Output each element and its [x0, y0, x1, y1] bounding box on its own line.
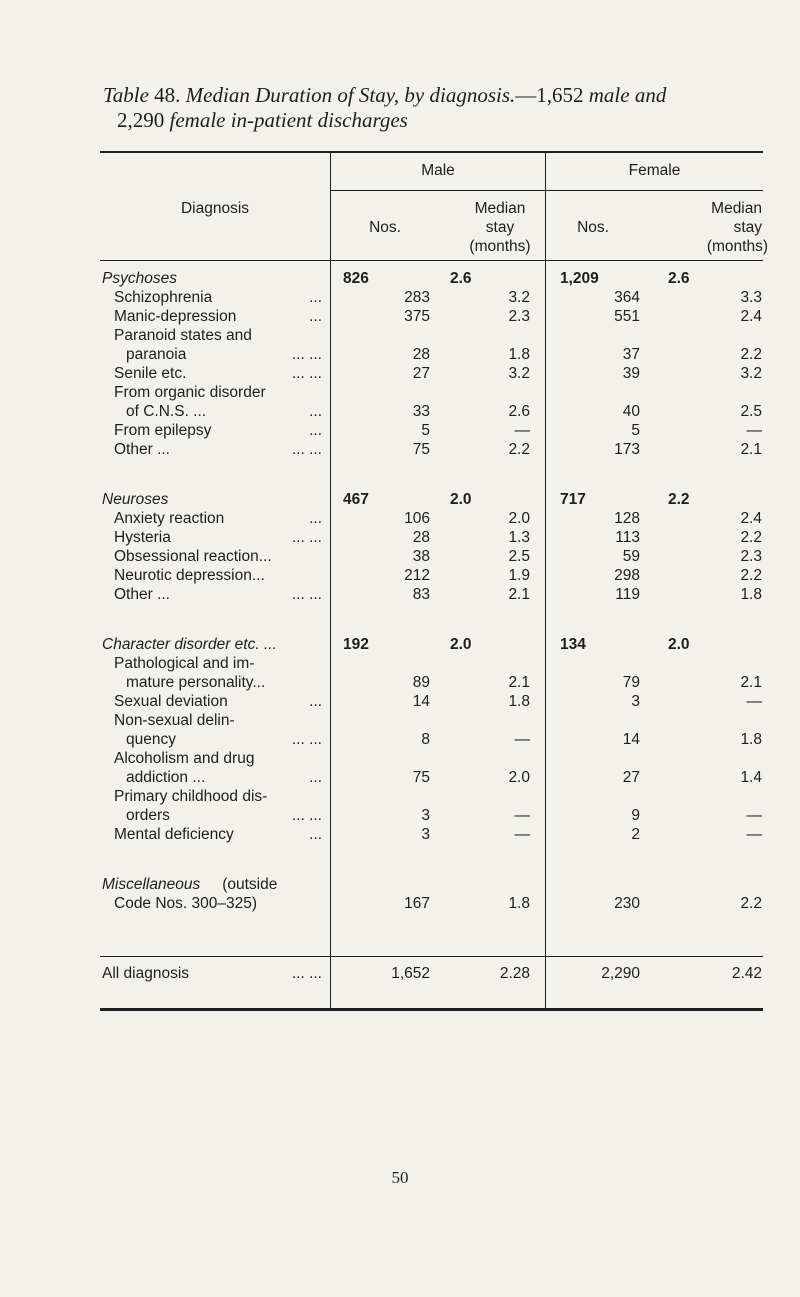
leader-dots: ...: [309, 769, 322, 786]
row-label-text: Manic-depression: [114, 308, 237, 325]
female-median: 2.2: [740, 346, 762, 363]
caption-count-male: 1,652: [536, 83, 584, 107]
caption-number: 48.: [154, 83, 181, 107]
male-nos: 283: [404, 289, 430, 306]
female-median: 2.1: [740, 674, 762, 691]
leader-dots: ...: [309, 403, 322, 420]
row-label-text: Neuroses: [102, 491, 169, 508]
male-nos: 38: [412, 548, 430, 565]
female-nos: 551: [614, 308, 640, 325]
female-nos: 173: [614, 441, 640, 458]
female-median: 2.4: [740, 308, 762, 325]
row-label-text: Other ...: [114, 441, 170, 458]
male-median: 2.1: [508, 586, 530, 603]
caption-prefix: Table: [103, 83, 149, 107]
row-label-suffix: (outside: [222, 876, 278, 893]
leader-dots: ...: [309, 826, 322, 843]
male-median: 1.8: [508, 346, 530, 363]
table-caption: [103, 83, 763, 133]
male-median: 2.3: [508, 308, 530, 325]
female-median: 2.6: [668, 270, 690, 287]
row-label: [114, 750, 342, 768]
row-label-text: Character disorder etc. ...: [102, 636, 277, 653]
row-label-text: From organic disorder: [114, 384, 266, 401]
row-label-text: Anxiety reaction: [114, 510, 225, 527]
male-nos: 8: [421, 731, 430, 748]
female-median: 2.4: [740, 510, 762, 527]
row-label-text: Senile etc.: [114, 365, 187, 382]
male-nos: 5: [421, 422, 430, 439]
row-label-continuation: orders: [126, 807, 170, 824]
male-nos: 33: [412, 403, 430, 420]
top-rule: [100, 151, 763, 153]
male-nos: 27: [412, 365, 430, 382]
female-nos: 113: [615, 529, 640, 546]
female-nos: 40: [622, 403, 640, 420]
rule-under-sex: [331, 190, 763, 191]
male-median: 2.28: [499, 965, 530, 982]
header-female-median-1: Median: [711, 200, 762, 217]
female-nos: 2,290: [601, 965, 640, 982]
row-label-text: All diagnosis: [102, 965, 190, 982]
female-nos: 364: [614, 289, 640, 306]
female-median: 3.2: [740, 365, 762, 382]
male-median: 3.2: [508, 289, 530, 306]
female-median: 2.2: [740, 529, 762, 546]
female-median: 2.5: [740, 403, 762, 420]
female-nos: 9: [631, 807, 640, 824]
male-median: 1.3: [508, 529, 530, 546]
row-label-text: Obsessional reaction...: [114, 548, 272, 565]
female-nos: 119: [615, 586, 640, 603]
leader-dots: ... ...: [291, 529, 322, 546]
caption-female-text: female in-patient discharges: [169, 108, 408, 132]
male-nos: 89: [412, 674, 430, 691]
male-median: 2.6: [450, 270, 472, 287]
row-label-text: Non-sexual delin-: [114, 712, 235, 729]
female-nos: 37: [622, 346, 640, 363]
row-label: [114, 567, 342, 585]
male-median: —: [514, 731, 530, 748]
row-label-text: Alcoholism and drug: [114, 750, 255, 767]
female-median: 2.42: [731, 965, 762, 982]
leader-dots: ... ...: [291, 365, 322, 382]
male-nos: 28: [412, 529, 430, 546]
male-median: 2.0: [508, 510, 530, 527]
rule-above-total: [100, 956, 763, 957]
caption-line-1: [103, 83, 763, 108]
row-label-text: Other ...: [114, 586, 170, 603]
female-nos: 27: [622, 769, 640, 786]
row-label-continuation: Code Nos. 300–325): [114, 895, 258, 912]
male-nos: 3: [421, 826, 430, 843]
male-median: —: [514, 826, 530, 843]
header-female: Female: [628, 162, 681, 179]
female-median: 2.3: [740, 548, 762, 565]
row-label: [114, 712, 342, 730]
male-nos: 192: [343, 636, 369, 653]
row-label-text: Mental deficiency: [114, 826, 234, 843]
row-label-continuation: mature personality...: [126, 674, 266, 691]
row-label-text: Pathological and im-: [114, 655, 255, 672]
female-nos: 134: [560, 636, 586, 653]
header-diagnosis: Diagnosis: [180, 200, 250, 217]
female-nos: 230: [614, 895, 640, 912]
leader-dots: ... ...: [291, 346, 322, 363]
female-nos: 14: [622, 731, 640, 748]
female-median: —: [746, 422, 762, 439]
male-median: 3.2: [508, 365, 530, 382]
male-median: —: [514, 807, 530, 824]
group-label: [102, 636, 330, 654]
male-nos: 14: [412, 693, 430, 710]
male-nos: 1,652: [391, 965, 430, 982]
male-median: 2.1: [508, 674, 530, 691]
caption-male-text: male and: [588, 83, 667, 107]
female-nos: 1,209: [560, 270, 599, 287]
caption-dash: —: [515, 83, 537, 107]
leader-dots: ...: [309, 693, 322, 710]
female-median: 2.2: [668, 491, 690, 508]
row-label-text: From epilepsy: [114, 422, 212, 439]
leader-dots: ...: [309, 308, 322, 325]
male-nos: 826: [343, 270, 369, 287]
male-nos: 3: [421, 807, 430, 824]
female-median: —: [746, 807, 762, 824]
caption-line-2: [103, 108, 763, 133]
male-nos: 212: [404, 567, 430, 584]
header-female-median-2: stay: [733, 219, 762, 236]
male-median: 2.6: [508, 403, 530, 420]
female-nos: 717: [560, 491, 586, 508]
rule-under-header: [100, 260, 763, 261]
row-label-text: Paranoid states and: [114, 327, 252, 344]
female-nos: 5: [631, 422, 640, 439]
caption-count-female: 2,290: [117, 108, 165, 132]
male-nos: 28: [412, 346, 430, 363]
bottom-rule: [100, 1008, 763, 1011]
leader-dots: ... ...: [291, 586, 322, 603]
female-median: 2.0: [668, 636, 690, 653]
header-male: Male: [421, 162, 455, 179]
male-nos: 75: [412, 769, 430, 786]
row-label-text: Psychoses: [102, 270, 177, 287]
male-median: 2.2: [508, 441, 530, 458]
female-median: 2.2: [740, 895, 762, 912]
row-label-text: Neurotic depression...: [114, 567, 265, 584]
header-female-nos: Nos.: [577, 219, 609, 236]
row-label: [114, 548, 342, 566]
female-median: 2.2: [740, 567, 762, 584]
male-median: 2.0: [508, 769, 530, 786]
male-median: 1.8: [508, 693, 530, 710]
header-male-nos: Nos.: [369, 219, 401, 236]
header-male-median-3: (months): [469, 238, 531, 255]
female-median: —: [746, 693, 762, 710]
leader-dots: ...: [309, 422, 322, 439]
group-label: [102, 270, 330, 288]
female-nos: 59: [622, 548, 640, 565]
row-label: [114, 788, 342, 806]
male-nos: 467: [343, 491, 369, 508]
row-label: [114, 384, 342, 402]
leader-dots: ... ...: [291, 807, 322, 824]
row-label-continuation: quency: [126, 731, 176, 748]
female-nos: 298: [614, 567, 640, 584]
leader-dots: ... ...: [291, 731, 322, 748]
header-male-median-2: stay: [485, 219, 515, 236]
male-nos: 75: [412, 441, 430, 458]
row-label-text: Hysteria: [114, 529, 171, 546]
row-label: [114, 655, 342, 673]
male-nos: 106: [404, 510, 430, 527]
row-label-continuation: addiction ...: [126, 769, 206, 786]
male-nos: 83: [412, 586, 430, 603]
female-nos: 2: [631, 826, 640, 843]
female-median: 1.8: [740, 731, 762, 748]
female-nos: 128: [614, 510, 640, 527]
female-nos: 39: [622, 365, 640, 382]
leader-dots: ... ...: [291, 965, 322, 982]
male-median: 1.9: [508, 567, 530, 584]
row-label-text: Sexual deviation: [114, 693, 228, 710]
row-label-text: Schizophrenia: [114, 289, 213, 306]
leader-dots: ...: [309, 289, 322, 306]
male-median: 2.0: [450, 491, 472, 508]
male-nos: 167: [404, 895, 430, 912]
row-label-text: Primary childhood dis-: [114, 788, 268, 805]
row-label-text: Miscellaneous: [102, 876, 201, 893]
male-median: 1.8: [508, 895, 530, 912]
male-median: 2.5: [508, 548, 530, 565]
group-label: [102, 491, 330, 509]
male-nos: 375: [404, 308, 430, 325]
female-median: 2.1: [740, 441, 762, 458]
male-median: —: [514, 422, 530, 439]
female-median: 1.8: [740, 586, 762, 603]
header-male-median-1: Median: [474, 200, 526, 217]
female-nos: 79: [622, 674, 640, 691]
female-nos: 3: [631, 693, 640, 710]
row-label: [102, 876, 330, 894]
row-label-continuation: of C.N.S. ...: [126, 403, 207, 420]
leader-dots: ...: [309, 510, 322, 527]
leader-dots: ... ...: [291, 441, 322, 458]
female-median: —: [746, 826, 762, 843]
male-median: 2.0: [450, 636, 472, 653]
female-median: 1.4: [740, 769, 762, 786]
row-label: [114, 327, 342, 345]
caption-title: Median Duration of Stay, by diagnosis.: [185, 83, 516, 107]
header-female-median-3: (months): [706, 238, 768, 255]
page-number: 50: [391, 1168, 409, 1187]
female-median: 3.3: [740, 289, 762, 306]
row-label-continuation: paranoia: [126, 346, 187, 363]
